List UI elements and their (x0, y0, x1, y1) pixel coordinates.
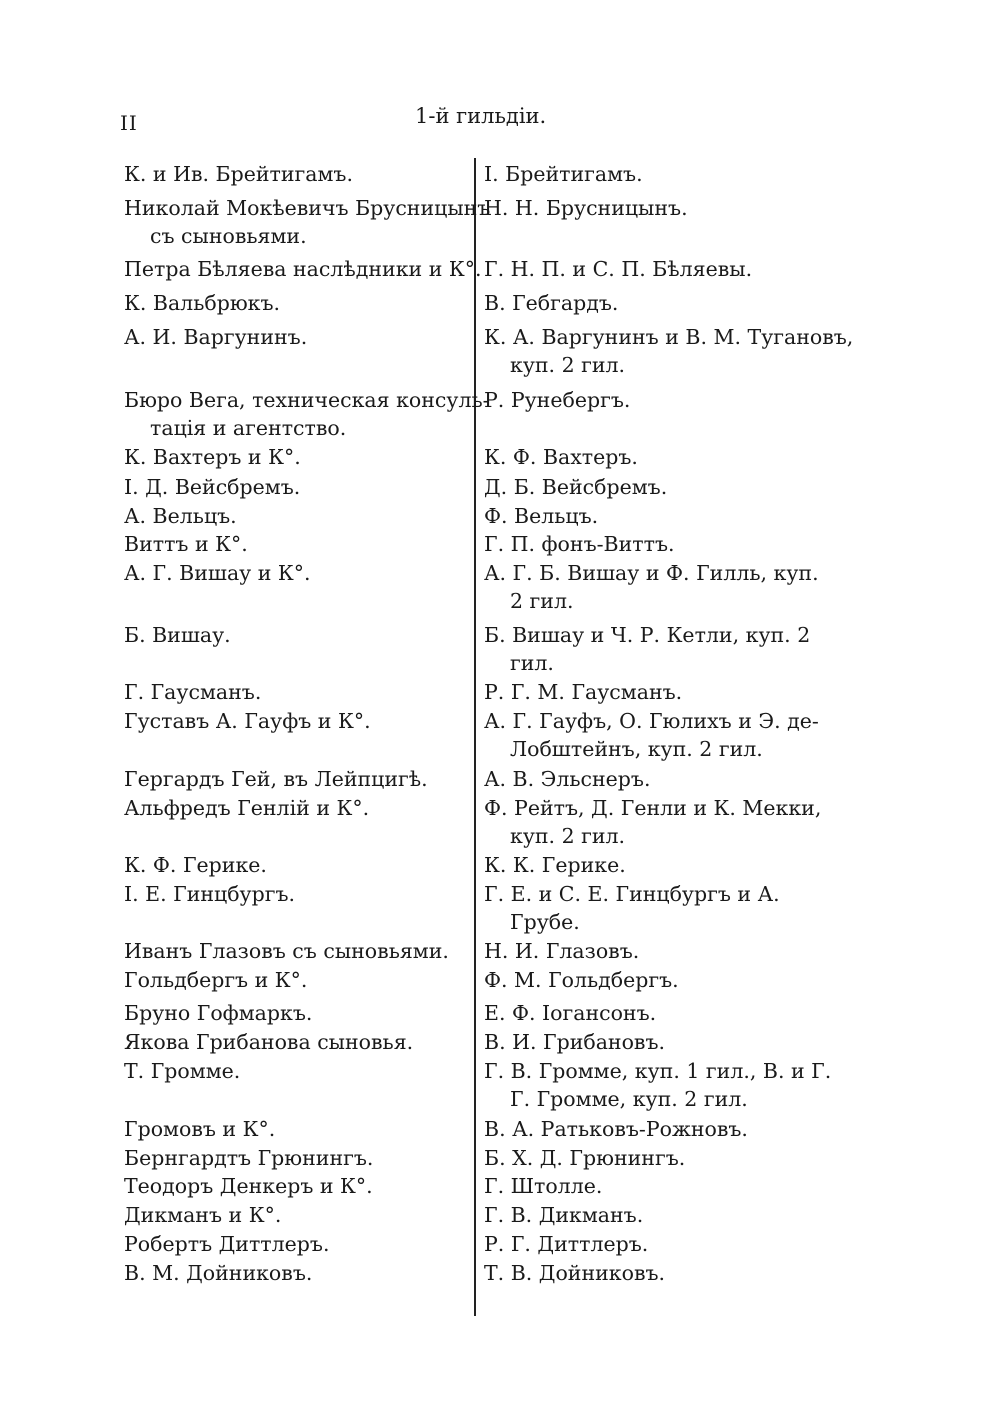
owner-entry: В. И. Грибановъ. (484, 1030, 666, 1054)
firm-entry: Виттъ и К°. (124, 532, 248, 556)
owner-entry: В. Гебгардъ. (484, 291, 619, 315)
firm-entry: А. Вельцъ. (124, 504, 237, 528)
firm-entry: Громовъ и К°. (124, 1117, 276, 1141)
owner-entry: Р. Рунебергъ. (484, 388, 631, 412)
firm-entry: А. И. Варгунинъ. (124, 325, 308, 349)
firm-entry: Николай Мокѣевичъ Брусницынъ съ сыновьями. (124, 196, 491, 248)
owner-entry: К. К. Герике. (484, 853, 626, 877)
firm-entry: Бруно Гофмаркъ. (124, 1001, 313, 1025)
owner-entry: Г. В. Громме, куп. 1 гил., В. и Г. Г. Громме, куп. 2 гил. (484, 1059, 832, 1111)
owner-entry: Б. Х. Д. Грюнингъ. (484, 1146, 686, 1170)
firm-entry: I. Е. Гинцбургъ. (124, 882, 296, 906)
owner-entry: Д. Б. Вейсбремъ. (484, 475, 668, 499)
owner-entry: Ф. Вельцъ. (484, 504, 599, 528)
owner-entry: Г. П. фонъ-Виттъ. (484, 532, 675, 556)
owner-entry: Ф. М. Гольдбергъ. (484, 968, 679, 992)
firm-entry: Гольдбергъ и К°. (124, 968, 308, 992)
firm-entry: К. Вахтеръ и К°. (124, 445, 301, 469)
owner-entry: А. Г. Гауфъ, О. Гюлихъ и Э. де- Лобштейнъ, куп. 2 гил. (484, 709, 819, 761)
firm-entry: Теодоръ Денкеръ и К°. (124, 1174, 373, 1198)
firm-entry: Бюро Вега, техническая консуль- тація и агентство. (124, 388, 490, 440)
firm-entry: Бернгардтъ Грюнингъ. (124, 1146, 374, 1170)
firm-entry: Дикманъ и К°. (124, 1203, 282, 1227)
owner-entry: Р. Г. Диттлеръ. (484, 1232, 649, 1256)
firm-entry: Робертъ Диттлеръ. (124, 1232, 330, 1256)
owner-entry: К. Ф. Вахтеръ. (484, 445, 638, 469)
firm-entry: К. Вальбрюкъ. (124, 291, 281, 315)
owner-entry: Б. Вишау и Ч. Р. Кетли, куп. 2 гил. (484, 623, 811, 675)
owner-entry: Г. Н. П. и С. П. Бѣляевы. (484, 257, 753, 281)
firm-entry: Т. Громме. (124, 1059, 241, 1083)
firm-entry: Якова Грибанова сыновья. (124, 1030, 414, 1054)
firm-entry: Г. Гаусманъ. (124, 680, 262, 704)
page-number: II (120, 111, 138, 135)
owner-entry: А. Г. Б. Вишау и Ф. Гилль, куп. 2 гил. (484, 561, 819, 613)
firm-entry: Гергардъ Гей, въ Лейпцигѣ. (124, 767, 428, 791)
owner-entry: Р. Г. М. Гаусманъ. (484, 680, 683, 704)
firm-entry: Иванъ Глазовъ съ сыновьями. (124, 939, 449, 963)
running-head: 1-й гильдіи. (415, 104, 547, 128)
firm-entry: Альфредъ Генлій и К°. (124, 796, 370, 820)
firm-entry: Петра Бѣляева наслѣдники и К°. (124, 257, 482, 281)
owner-entry: Г. Штолле. (484, 1174, 603, 1198)
owner-entry: К. А. Варгунинъ и В. М. Тугановъ, куп. 2 гил. (484, 325, 854, 377)
column-divider (474, 158, 476, 1316)
firm-entry: К. Ф. Герике. (124, 853, 267, 877)
firm-entry: А. Г. Вишау и К°. (124, 561, 311, 585)
firm-entry: I. Д. Вейсбремъ. (124, 475, 301, 499)
owner-entry: Н. И. Глазовъ. (484, 939, 640, 963)
owner-entry: Т. В. Дойниковъ. (484, 1261, 666, 1285)
firm-entry: В. М. Дойниковъ. (124, 1261, 313, 1285)
firm-entry: Густавъ А. Гауфъ и К°. (124, 709, 371, 733)
owner-entry: I. Брейтигамъ. (484, 162, 643, 186)
owner-entry: А. В. Эльснеръ. (484, 767, 651, 791)
firm-entry: К. и Ив. Брейтигамъ. (124, 162, 353, 186)
owner-entry: Е. Ф. Iогансонъ. (484, 1001, 657, 1025)
owner-entry: Ф. Рейтъ, Д. Генли и К. Мекки, куп. 2 гил. (484, 796, 822, 848)
owner-entry: Г. Е. и С. Е. Гинцбургъ и А. Грубе. (484, 882, 780, 934)
owner-entry: Г. В. Дикманъ. (484, 1203, 644, 1227)
firm-entry: Б. Вишау. (124, 623, 231, 647)
owner-entry: Н. Н. Брусницынъ. (484, 196, 688, 220)
owner-entry: В. А. Ратьковъ-Рожновъ. (484, 1117, 748, 1141)
